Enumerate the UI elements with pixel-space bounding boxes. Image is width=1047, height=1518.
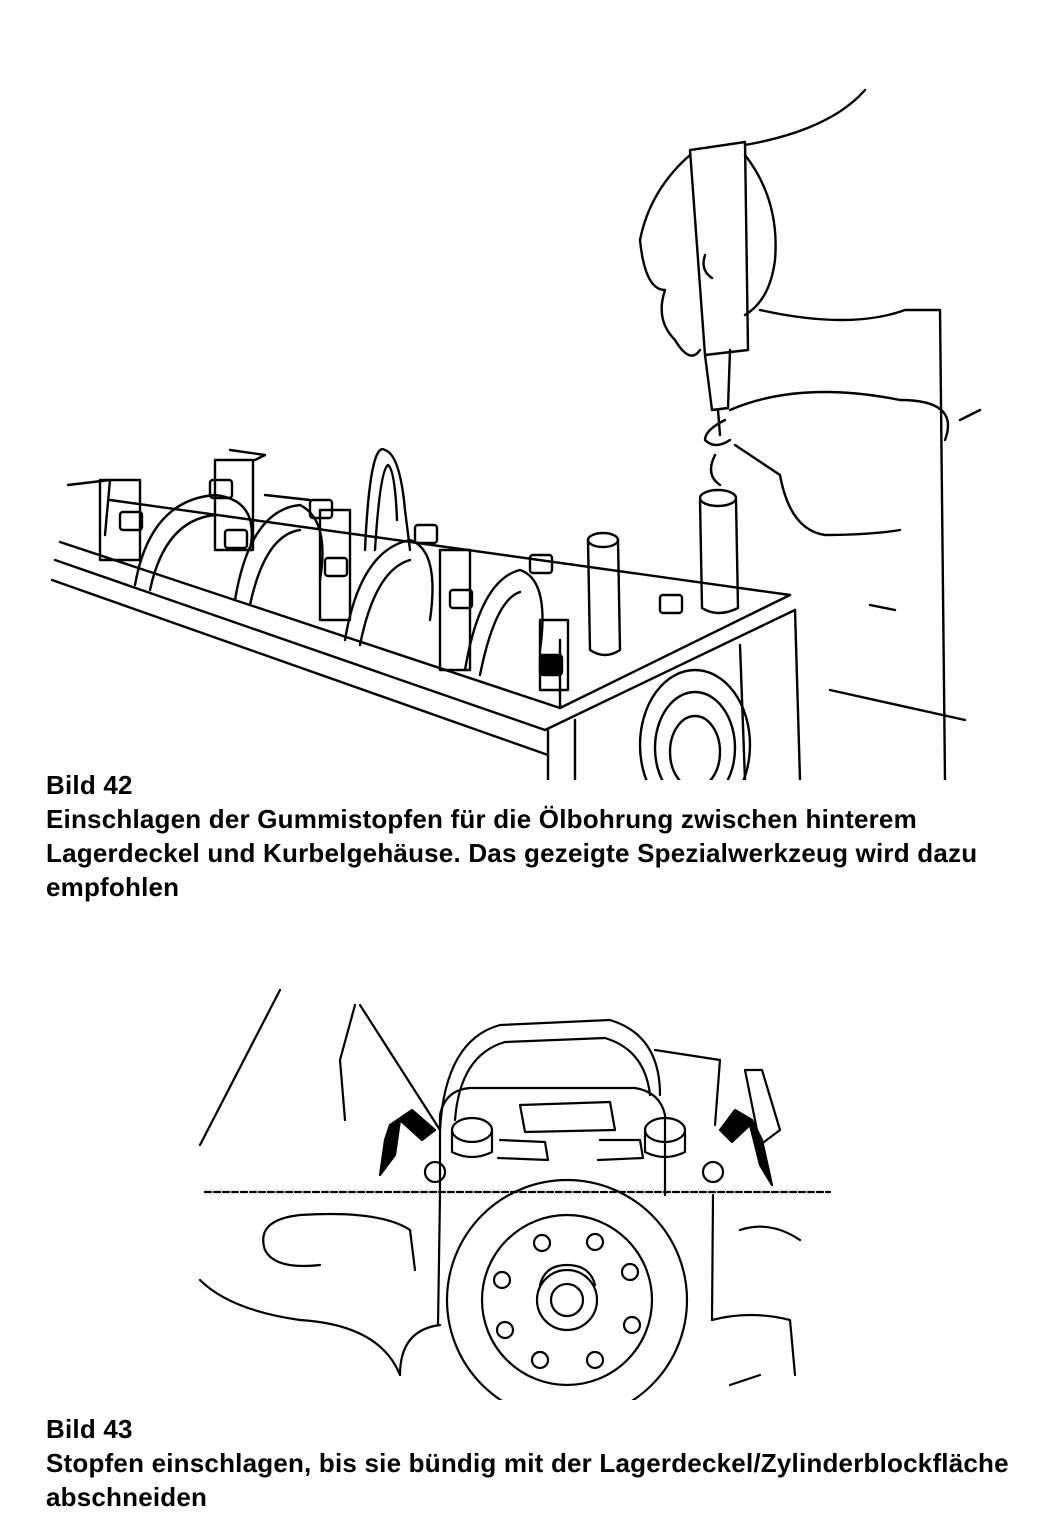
figure-42-caption: Einschlagen der Gummistopfen für die Ölbohrung zwischen hinterem Lagerdeckel und Kurbelgehäuse. Das gezeigte Spezialwerkzeug wird dazu empfohlen (46, 804, 978, 902)
figure-43-illustration (0, 980, 1047, 1400)
figure-43-label: Bild 43 (46, 1414, 133, 1444)
figure-43-caption: Stopfen einschlagen, bis sie bündig mit der Lagerdeckel/Zylinderblockfläche abschneiden (46, 1448, 1009, 1512)
figure-43-caption-block (46, 1412, 1016, 1514)
figure-42-label: Bild 42 (46, 770, 133, 800)
figure-42-caption-block (46, 768, 1016, 904)
figure-42-illustration (0, 80, 1047, 780)
